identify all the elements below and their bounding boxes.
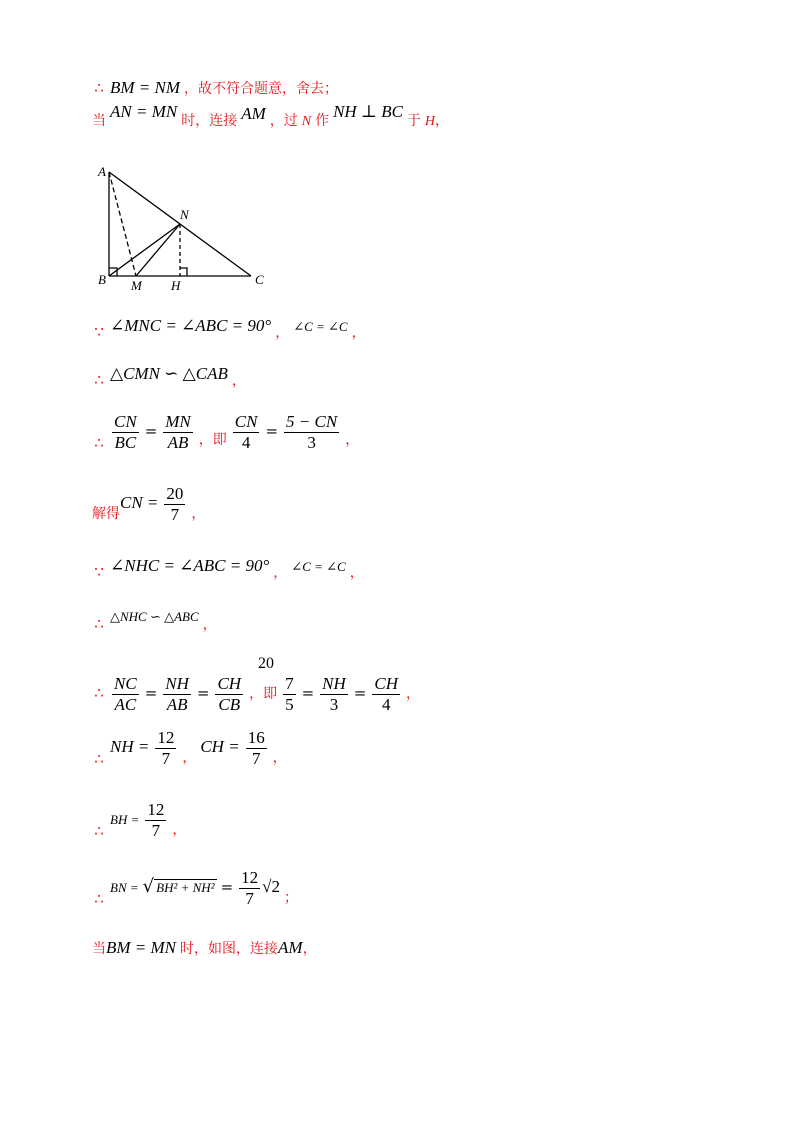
equation: △CMN ∽ △CAB	[110, 364, 228, 383]
fraction: $\frac{NC}{AC}$	[114, 674, 137, 714]
line-proportion-2: ∴ $\frac{NC}{AC}$ = $\frac{NH}{AB}$ = $\frac{CH}{CB}$ ，即 $\frac{7}{5}$ = $\frac{NH}{3}$ = $\frac{CH}{4}$ ，	[92, 674, 420, 715]
therefore-symbol: ∴	[94, 434, 104, 453]
label-c: C	[255, 272, 264, 287]
therefore-symbol: ∴	[94, 750, 104, 769]
text: 当	[92, 113, 106, 129]
line-because-2	[92, 556, 364, 581]
text: ，	[345, 432, 360, 449]
top-twenty: 20	[258, 655, 274, 672]
therefore-symbol: ∴	[94, 371, 104, 389]
label-a: A	[98, 164, 106, 179]
text: ，故不符合题意，舍去；	[184, 81, 339, 97]
equation: NH ⊥ BC	[333, 102, 403, 121]
text: ，	[351, 325, 366, 341]
equation: AM	[278, 938, 303, 957]
text: ，过	[269, 113, 298, 129]
text: 时，如图，连接	[180, 941, 279, 957]
equation: CH =	[200, 737, 240, 757]
text: N	[301, 114, 312, 129]
therefore-symbol: ∴	[94, 79, 104, 97]
line-because-1	[92, 316, 366, 341]
equation: BM = NM	[110, 78, 181, 97]
fraction: $\frac{CH}{4}$	[374, 674, 398, 714]
radicand: BH² + NH²	[156, 880, 215, 896]
label-b: B	[98, 272, 106, 287]
fraction: $\frac{NH}{3}$	[322, 674, 346, 714]
fraction: $\frac{12}{7}$	[241, 868, 259, 908]
line-bn: ∴ BN = √ BH² + NH² = $\frac{12}{7}$ √2 ；	[92, 868, 298, 909]
text: ，	[302, 941, 317, 957]
segment-bn	[109, 224, 180, 276]
text: ，	[272, 750, 287, 767]
text: 作	[315, 113, 330, 129]
line-similar-1	[92, 364, 246, 389]
text: ，	[191, 506, 206, 523]
text: ，	[435, 113, 450, 129]
label-h: H	[171, 278, 181, 293]
text: 解得	[92, 506, 120, 523]
fraction: $\frac{CH}{CB}$	[217, 674, 242, 714]
text: ，即	[249, 686, 278, 703]
text: ，	[202, 617, 217, 633]
equation: CN =	[120, 493, 159, 513]
equation: AM	[241, 104, 266, 123]
fraction: $\frac{20}{7}$	[166, 484, 184, 524]
text: ，	[172, 822, 187, 839]
fraction: $\frac{MN}{AB}$	[165, 412, 191, 452]
therefore-symbol: ∴	[94, 890, 104, 909]
equation: ∠C = ∠C	[293, 319, 348, 334]
right-angle-h	[180, 268, 187, 276]
segment-am-dashed	[109, 172, 136, 276]
fraction: $\frac{5 - CN}{3}$	[286, 412, 338, 452]
line-conclusion-1	[92, 78, 338, 99]
because-symbol: ∵	[94, 323, 104, 341]
line-similar-2	[92, 606, 217, 633]
text: 时，连接	[181, 113, 238, 129]
equation: AN = MN	[110, 102, 178, 121]
line-case-bm-mn	[92, 938, 317, 959]
fraction: $\frac{NH}{AB}$	[165, 674, 189, 714]
text: ，即	[198, 432, 227, 449]
equation: BN =	[110, 880, 139, 896]
line-proportion-1: ∴ $\frac{CN}{BC}$ = $\frac{MN}{AB}$ ，即 $\frac{CN}{4}$ = $\frac{5 - CN}{3}$ ，	[92, 412, 359, 453]
equation: ∠C = ∠C	[291, 559, 346, 574]
because-symbol: ∵	[94, 563, 104, 581]
equation: ∠NHC = ∠ABC = 90°	[110, 556, 270, 575]
equation: NH =	[110, 737, 150, 757]
text: 于	[406, 113, 421, 129]
text: H	[424, 114, 436, 129]
equation: BH =	[110, 812, 140, 828]
therefore-symbol: ∴	[94, 822, 104, 841]
equals: =	[220, 878, 234, 897]
line-solve-cn	[92, 484, 205, 525]
fraction: $\frac{7}{5}$	[285, 674, 294, 714]
label-n: N	[180, 207, 189, 222]
line-bh	[92, 800, 186, 841]
geometry-figure	[96, 162, 276, 297]
text: 当	[92, 941, 106, 957]
text: ；	[284, 890, 299, 907]
text: ，	[231, 373, 246, 389]
text: ，	[406, 686, 420, 703]
text: ，	[182, 750, 197, 767]
equation: BM = MN	[106, 938, 177, 957]
fraction: $\frac{16}{7}$	[247, 728, 265, 768]
therefore-symbol: ∴	[94, 615, 104, 633]
fraction: $\frac{CN}{BC}$	[114, 412, 137, 452]
label-m: M	[131, 278, 142, 293]
therefore-symbol: ∴	[94, 684, 104, 703]
line-case-an-mn	[92, 102, 450, 132]
fraction: $\frac{12}{7}$	[147, 800, 165, 840]
line-nh-ch	[92, 728, 287, 769]
text: ，	[349, 565, 364, 581]
sqrt-two: √2	[262, 877, 281, 897]
equation: △NHC ∽ △ABC	[110, 609, 199, 624]
text: ，	[273, 565, 288, 581]
fraction: $\frac{CN}{4}$	[234, 412, 258, 452]
text: ，	[275, 325, 290, 341]
fraction: $\frac{12}{7}$	[157, 728, 175, 768]
equation: ∠MNC = ∠ABC = 90°	[110, 316, 272, 335]
segment-mn	[136, 224, 180, 276]
